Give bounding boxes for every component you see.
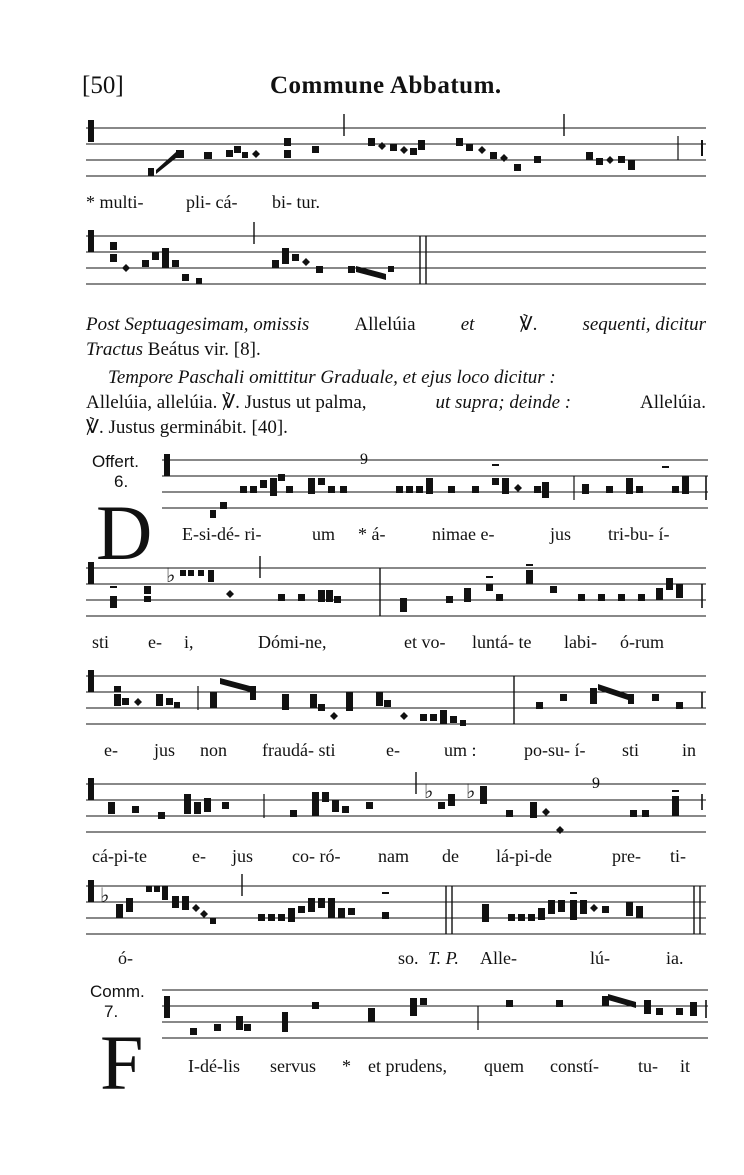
lyric-syllable: pli- cá- [186, 192, 238, 212]
svg-text:♭: ♭ [100, 885, 110, 907]
lyric-syllable: fraudá- sti [262, 740, 336, 760]
rubric-text: ℣. Justus germinábit. [40]. [86, 417, 288, 438]
offertory-label: Offert. [92, 452, 139, 471]
svg-text:9: 9 [360, 451, 368, 468]
page-number: [50] [82, 72, 124, 99]
lyric-syllable: ó- [118, 948, 133, 968]
rubric-text: Post Septuagesimam, omissis [86, 314, 310, 335]
lyric-syllable: e- [192, 846, 206, 866]
lyric-syllable: i, [184, 632, 194, 652]
rubric-text: Tempore Paschali omittitur Graduale, et ejus loco dicitur : [108, 367, 556, 388]
lyric-syllable: in [682, 740, 697, 760]
svg-text:9: 9 [592, 775, 600, 792]
lyric-syllable: constí- [550, 1056, 599, 1076]
lyric-syllable: um : [444, 740, 477, 760]
lyric-syllable: I-dé-lis [188, 1056, 240, 1076]
lyric-syllable: nam [378, 846, 409, 866]
lyric-syllable: luntá- te [472, 632, 532, 652]
lyric-syllable: e- [386, 740, 400, 760]
lyric-syllable: tu- [638, 1056, 658, 1076]
chant-staff-2 [86, 220, 708, 300]
rubric-text: sequenti, dicitur [582, 314, 706, 335]
offertory-staff-4 [86, 772, 708, 844]
rubric-text: Allelúia. [640, 392, 706, 413]
lyric-syllable: servus [270, 1056, 316, 1076]
lyric-syllable: co- ró- [292, 846, 341, 866]
offertory-mode: 6. [114, 472, 129, 491]
lyric-syllable: ó-rum [620, 632, 664, 652]
lyric-syllable: * multi- [86, 192, 144, 212]
lyric-syllable: nimae e- [432, 524, 495, 544]
svg-text:♭: ♭ [424, 781, 434, 803]
lyric-syllable: et prudens, [368, 1056, 447, 1076]
svg-text:♭: ♭ [166, 565, 176, 587]
rubric-text: ℣. [519, 314, 538, 335]
page-title: Commune Abbatum. [270, 72, 502, 99]
lyric-syllable: jus [232, 846, 254, 866]
lyric-syllable: jus [154, 740, 176, 760]
lyric-syllable: it [680, 1056, 691, 1076]
lyric-syllable: Alle- [480, 948, 517, 968]
lyric-syllable: bi- tur. [272, 192, 320, 212]
communion-staff-1 [162, 978, 710, 1052]
rubric-text: ut supra; deinde : [435, 392, 572, 413]
lyric-syllable: um [312, 524, 336, 544]
rubric-text: Tractus [86, 339, 144, 360]
lyric-syllable: sti [622, 740, 640, 760]
tempore-paschali-abbrev: T. P. [428, 948, 459, 968]
lyric-syllable: e- [104, 740, 118, 760]
lyric-syllable: jus [550, 524, 572, 544]
rubric-text: Beátus vir. [8]. [147, 339, 261, 360]
offertory-initial: D [96, 489, 153, 576]
lyric-syllable: * [342, 1056, 351, 1076]
lyric-syllable: * á- [358, 524, 386, 544]
lyric-syllable: quem [484, 1056, 524, 1076]
lyric-syllable: e- [148, 632, 162, 652]
communion-initial: F [100, 1019, 144, 1106]
lyric-syllable: labi- [564, 632, 597, 652]
rubric-text: Allelúia [354, 314, 416, 335]
rubric-text: Allelúia, allelúia. ℣. Justus ut palma, [86, 392, 367, 413]
lyric-syllable: po-su- í- [524, 740, 586, 760]
communion-mode: 7. [104, 1002, 119, 1021]
lyric-syllable: lú- [590, 948, 610, 968]
lyric-syllable: cá-pi-te [92, 846, 147, 866]
offertory-staff-3 [86, 664, 708, 736]
offertory-staff-2 [86, 556, 708, 628]
rubric-paragraph-paschal [86, 365, 706, 440]
lyric-syllable: et vo- [404, 632, 446, 652]
lyric-syllable: non [200, 740, 227, 760]
lyric-syllable: pre- [612, 846, 641, 866]
lyric-syllable: ti- [670, 846, 686, 866]
rubric-paragraph-septuagesima [86, 312, 706, 362]
offertory-staff-5 [86, 874, 708, 946]
lyric-syllable: sti [92, 632, 110, 652]
offertory-staff-1 [162, 448, 710, 522]
lyric-syllable: so. [398, 948, 419, 968]
chant-staff-1 [86, 112, 708, 192]
lyric-syllable: lá-pi-de [496, 846, 552, 866]
lyric-syllable: E-si-dé- ri- [182, 524, 262, 544]
lyric-syllable: tri-bu- í- [608, 524, 670, 544]
communion-label: Comm. [90, 982, 145, 1001]
lyric-syllable: Dómi-ne, [258, 632, 327, 652]
rubric-text: et [460, 314, 475, 335]
lyric-syllable: ia. [666, 948, 684, 968]
svg-text:♭: ♭ [466, 781, 476, 803]
lyric-syllable: de [442, 846, 459, 866]
